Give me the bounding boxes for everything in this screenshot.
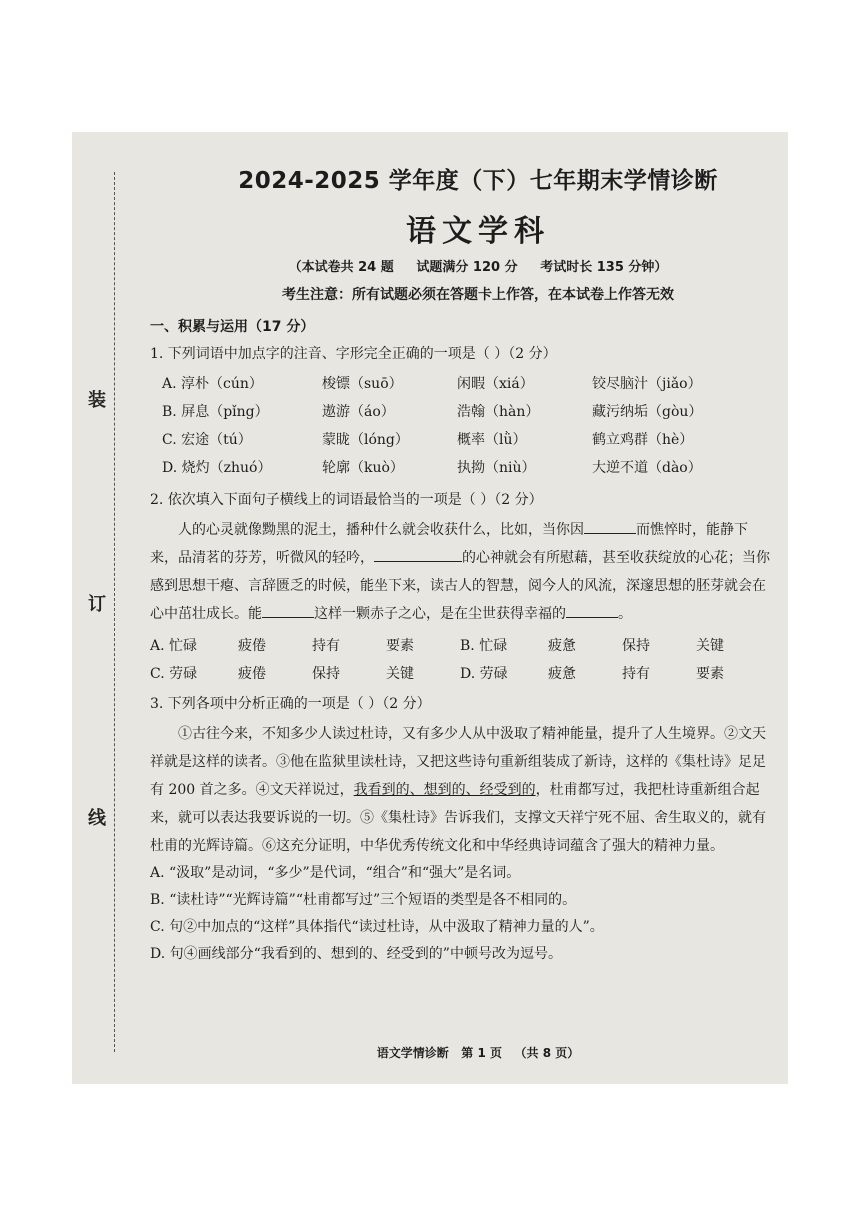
q3-stem: 3. 下列各项中分析正确的一项是（ ）（2 分） — [150, 696, 431, 712]
option-cell: 要素 — [696, 666, 724, 682]
option-cell: 遨游（áo） — [322, 404, 395, 420]
option-cell: 概率（lǜ） — [457, 432, 527, 448]
q1-option-a — [150, 370, 770, 398]
binding-dashed-line — [114, 172, 115, 1052]
option-cell: 保持 — [312, 666, 340, 682]
option-cell: 闲暇（xiá） — [457, 376, 534, 392]
q1-stem: 1. 下列词语中加点字的注音、字形完全正确的一项是（ ）（2 分） — [150, 346, 557, 362]
q3-option-d: D. 句④画线部分“我看到的、想到的、经受到的”中顿号改为逗号。 — [150, 946, 562, 962]
q2-stem: 2. 依次填入下面句子横线上的词语最恰当的一项是（ ）（2 分） — [150, 492, 543, 508]
option-cell: 疲倦 — [238, 666, 266, 682]
option-cell: 疲倦 — [238, 638, 266, 654]
option-cell: 持有 — [622, 666, 650, 682]
subject-title: 语文学科 — [406, 214, 550, 249]
candidate-notice: 考生注意：所有试题必须在答题卡上作答，在本试卷上作答无效 — [282, 287, 674, 303]
option-cell: 关键 — [386, 666, 414, 682]
option-cell: C. 劳碌 — [150, 666, 198, 682]
option-cell: 鹤立鸡群（hè） — [592, 432, 694, 448]
option-cell: 要素 — [386, 638, 414, 654]
option-cell: 蒙眬（lóng） — [322, 432, 409, 448]
q3-option-a: A. “汲取”是动词，“多少”是代词，“组合”和“强大”是名词。 — [150, 865, 521, 881]
underlined-phrase: 我看到的、想到的、经受到的 — [353, 782, 536, 798]
binding-char-ding: 订 — [82, 590, 112, 616]
q2-passage — [150, 516, 770, 628]
passage-text: 。 — [618, 606, 632, 622]
binding-margin — [80, 132, 140, 1084]
option-cell: B. 屏息（pǐng） — [162, 404, 269, 420]
fill-blank — [566, 603, 618, 618]
q3-passage — [150, 720, 770, 860]
page-footer: 语文学情诊断 第 1 页 （共 8 页） — [376, 1046, 580, 1060]
binding-char-zhuang: 装 — [82, 386, 112, 412]
q2-options — [150, 632, 770, 688]
option-cell: 关键 — [696, 638, 724, 654]
option-cell: 持有 — [312, 638, 340, 654]
q3-option-b: B. “读杜诗”“光辉诗篇”“杜甫都写过”三个短语的类型是各不相同的。 — [150, 892, 577, 908]
q2-option-row — [150, 632, 770, 660]
option-cell: D. 劳碌 — [460, 666, 508, 682]
q2-option-row — [150, 660, 770, 688]
option-cell: C. 宏途（tú） — [162, 432, 252, 448]
q3-option-c: C. 句②中加点的“这样”具体指代“读过杜诗，从中汲取了精神力量的人”。 — [150, 919, 604, 935]
option-cell: 大逆不道（dào） — [592, 460, 702, 476]
passage-text: ，杜甫都写过，我把杜诗重新组合起来，就可以表达我要诉说的一切。⑤《集杜诗》告诉我们，支撑文天祥宁死不屈、舍生取义的，就有杜甫的光辉诗篇。⑥这充分证明，中华优秀传统文化和中华经典诗词蕴含了强大的精神力量。 — [150, 782, 766, 854]
exam-title: 2024-2025 学年度（下）七年期末学情诊断 — [238, 168, 718, 194]
fill-blank — [584, 519, 636, 534]
option-cell: D. 烧灼（zhuó） — [162, 460, 272, 476]
option-cell: 梭镖（suō） — [322, 376, 403, 392]
section-heading: 一、积累与运用（17 分） — [150, 319, 315, 335]
question-area — [150, 316, 770, 968]
option-cell: 藏污纳垢（gòu） — [592, 404, 703, 420]
option-cell: B. 忙碌 — [460, 638, 508, 654]
passage-text: 人的心灵就像黝黑的泥土，播种什么就会收获什么，比如，当你因 — [178, 522, 584, 538]
option-cell: 疲惫 — [548, 666, 576, 682]
option-cell: 铰尽脑汁（jiǎo） — [592, 376, 702, 392]
fill-blank — [262, 603, 314, 618]
q1-option-b — [150, 398, 770, 426]
exam-info: （本试卷共 24 题 试题满分 120 分 考试时长 135 分钟） — [288, 260, 668, 275]
passage-text: 的心神就会有所慰藉，甚至收获绽放的心花；当你感到思想干瘪、言辞匮乏的时候，能坐下来，读古人的智慧，阅今人的风流，深邃思想的胚芽就会在心中茁壮成长。能 — [150, 550, 770, 622]
option-cell: 轮廓（kuò） — [322, 460, 404, 476]
option-cell: 保持 — [622, 638, 650, 654]
option-cell: 疲惫 — [548, 638, 576, 654]
q1-option-c — [150, 426, 770, 454]
option-cell: A. 忙碌 — [150, 638, 198, 654]
passage-text: 这样一颗赤子之心，是在尘世获得幸福的 — [314, 606, 566, 622]
binding-char-xian: 线 — [82, 804, 112, 830]
passage-text: ①古往今来，不知多少人读过杜诗，又有多少人从中汲取了精神能量，提升了人生境界。②文天祥就是这样的读者。③他在监狱里读杜诗，又把这些诗句重新组装成了新诗，这样的《集杜诗》足足有 200 首之多。④文天祥说过， — [150, 726, 766, 798]
fill-blank — [374, 547, 462, 562]
option-cell: A. 淳朴（cún） — [162, 376, 263, 392]
option-cell: 浩翰（hàn） — [457, 404, 540, 420]
option-cell: 执拗（niù） — [457, 460, 536, 476]
exam-sheet — [72, 132, 788, 1084]
q1-option-d — [150, 454, 770, 482]
passage-text: 而憔悴时，能静下来，品清茗的芬芳，听微风的轻吟， — [150, 522, 748, 566]
q1-options — [150, 370, 770, 482]
